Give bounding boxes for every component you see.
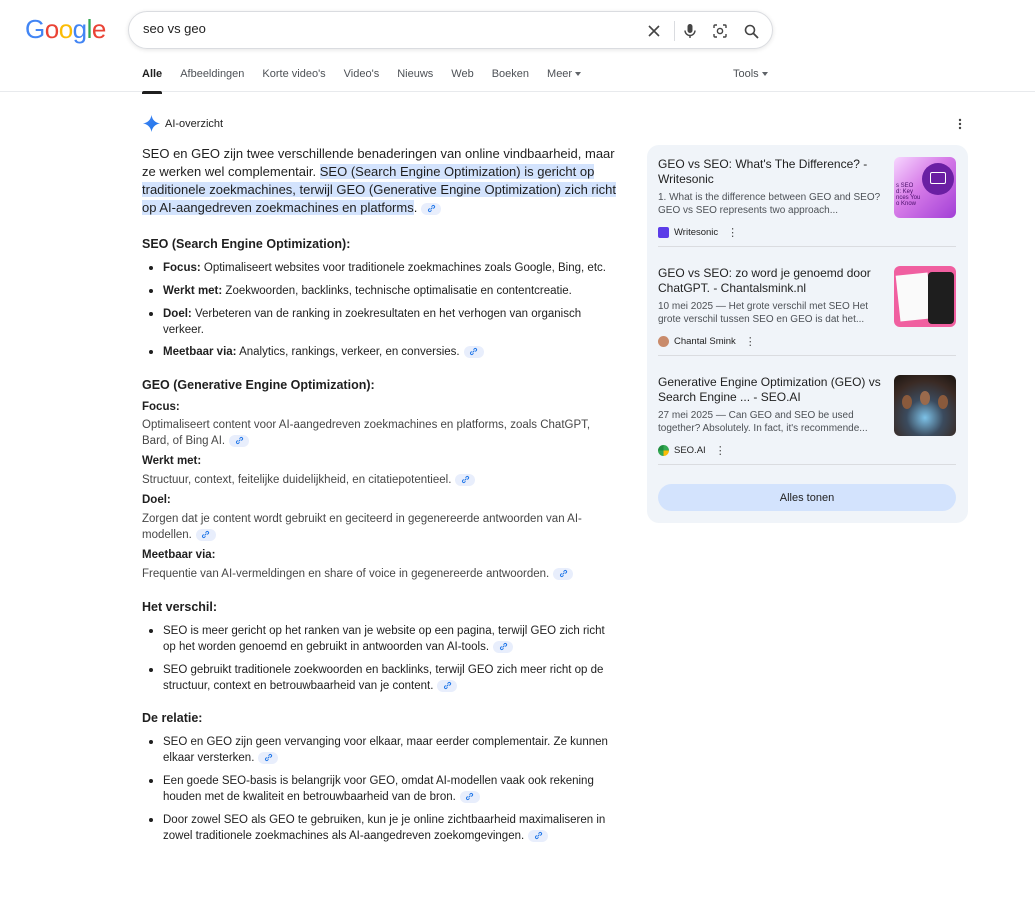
site-name: SEO.AI (674, 445, 706, 456)
intro-end: . (413, 200, 418, 215)
list-item (142, 283, 620, 299)
link-icon[interactable] (421, 203, 441, 215)
ai-intro-paragraph (142, 145, 620, 217)
site-name: Writesonic (674, 227, 719, 238)
link-icon[interactable] (437, 680, 457, 692)
tools-label: Tools (733, 68, 759, 80)
source-thumbnail[interactable] (894, 266, 956, 327)
microphone-icon[interactable] (680, 21, 700, 41)
intro-plain: SEO en GEO zijn twee verschillende benaderingen van online vindbaarheid, maar ze werken wel complementair. (142, 146, 615, 179)
ai-overview-header (143, 115, 223, 132)
list-item (142, 260, 620, 276)
thumbnail-graphic (896, 272, 933, 321)
item-label: Focus: (163, 262, 201, 274)
item-label: Doel: (163, 308, 192, 320)
source-snippet: 1. What is the difference between GEO and SEO? GEO vs SEO represents two approach... (658, 192, 881, 216)
seo-heading: SEO (Search Engine Optimization): (142, 237, 351, 251)
search-divider (674, 21, 675, 41)
sources-panel (647, 145, 968, 523)
thumbnail-graphic (902, 395, 912, 409)
intro-highlight: SEO (Search Engine Optimization) is gericht op traditionele zoekmachines, terwijl GEO (Generative Engine Optimization) zich richt op AI-aangedreven zoekmachines en platforms (142, 164, 616, 215)
gemini-sparkle-icon (143, 115, 160, 132)
link-icon[interactable] (493, 641, 513, 653)
tab-korte-videos[interactable]: Korte video's (262, 68, 326, 80)
relation-heading: De relatie: (142, 711, 203, 725)
site-name: Chantal Smink (674, 336, 736, 347)
item-label: Meetbaar via: (163, 346, 237, 358)
geo-werkt-label: Werkt met: (142, 455, 202, 467)
tab-alle[interactable]: Alle (142, 68, 162, 94)
link-icon[interactable] (258, 752, 278, 764)
geo-section (142, 401, 620, 582)
diff-list (142, 623, 620, 694)
source-thumbnail[interactable] (894, 375, 956, 436)
lens-camera-icon[interactable] (710, 21, 730, 41)
source-title[interactable]: GEO vs SEO: What's The Difference? - Writesonic (658, 157, 868, 186)
item-label: Werkt met: (163, 285, 223, 297)
seoai-favicon-icon (658, 445, 669, 456)
geo-doel-body: Zorgen dat je content wordt gebruikt en geciteerd in gegenereerde antwoorden van AI-modellen. (142, 513, 582, 541)
geo-focus-label: Focus: (142, 401, 180, 413)
list-item (142, 734, 620, 766)
more-options-icon[interactable]: ⋮ (727, 227, 738, 239)
source-snippet: 10 mei 2025 — Het grote verschil met SEO Het grote verschil tussen SEO en GEO is dat het... (658, 301, 869, 325)
ai-overview-label: AI-overzicht (165, 117, 224, 130)
geo-meetbaar-text (142, 566, 620, 582)
tab-web[interactable]: Web (451, 68, 474, 80)
source-title[interactable]: Generative Engine Optimization (GEO) vs Search Engine ... - SEO.AI (658, 375, 881, 404)
source-site (658, 335, 755, 348)
search-tabs (142, 68, 599, 94)
clear-icon[interactable] (644, 21, 664, 41)
header (0, 0, 1035, 92)
item-text: Een goede SEO-basis is belangrijk voor GEO, omdat AI-modellen vaak ook rekening houden met de kwaliteit en betrouwbaarheid van de bron. (163, 775, 594, 803)
list-item (142, 773, 620, 805)
search-input[interactable] (143, 21, 623, 36)
link-icon[interactable] (196, 529, 216, 541)
item-text: SEO gebruikt traditionele zoekwoorden en backlinks, terwijl GEO zich meer richt op de structuur, context en betrouwbaarheid van je content. (163, 664, 604, 692)
source-card[interactable] (658, 363, 956, 465)
link-icon[interactable] (455, 474, 475, 486)
geo-werkt-body: Structuur, context, feitelijke duidelijkheid, en citatiepotentieel. (142, 474, 452, 486)
item-text: Analytics, rankings, verkeer, en conversies. (236, 346, 460, 358)
list-item (142, 623, 620, 655)
seo-list (142, 260, 620, 360)
item-text: Verbeteren van de ranking in zoekresultaten en het verhogen van organisch verkeer. (163, 308, 582, 336)
geo-doel-label: Doel: (142, 494, 171, 506)
link-icon[interactable] (528, 830, 548, 842)
more-options-icon[interactable]: ⋮ (714, 445, 725, 457)
chevron-down-icon (575, 72, 581, 76)
link-icon[interactable] (460, 791, 480, 803)
tab-afbeeldingen[interactable]: Afbeeldingen (180, 68, 245, 80)
source-card[interactable] (658, 145, 956, 247)
search-icon[interactable] (741, 21, 761, 41)
geo-meetbaar-label: Meetbaar via: (142, 549, 216, 561)
avatar (658, 336, 669, 347)
source-site (658, 226, 737, 239)
thumbnail-graphic (938, 395, 948, 409)
geo-focus-body: Optimaliseert content voor AI-aangedreven zoekmachines en platforms, zoals ChatGPT, Bard, of Bing AI. (142, 419, 591, 447)
thumbnail-graphic (928, 272, 954, 324)
geo-focus-text (142, 417, 620, 449)
source-site (658, 444, 725, 457)
geo-werkt-text (142, 472, 620, 488)
source-snippet: 27 mei 2025 — Can GEO and SEO be used together? Absolutely. In fact, it's recommende... (658, 410, 868, 434)
relation-list (142, 734, 620, 844)
list-item (142, 662, 620, 694)
geo-heading: GEO (Generative Engine Optimization): (142, 378, 375, 392)
search-box (128, 11, 773, 49)
thumbnail-text: s SEO d: Key nces You o Know (896, 183, 921, 207)
source-card[interactable] (658, 254, 956, 356)
tab-videos[interactable]: Video's (343, 68, 380, 80)
ai-overview-content (142, 145, 620, 844)
list-item (142, 344, 620, 360)
tab-meer-label: Meer (547, 68, 573, 80)
link-icon[interactable] (464, 346, 484, 358)
list-item (142, 812, 620, 844)
tools-button[interactable] (733, 68, 768, 80)
geo-doel-text (142, 511, 620, 543)
item-text: SEO is meer gericht op het ranken van je website op een pagina, terwijl GEO zich richt op het worden genoemd en gebruikt in antwoorden van AI-tools. (163, 625, 605, 653)
item-text: SEO en GEO zijn geen vervanging voor elkaar, maar eerder complementair. Ze kunnen elkaar versterken. (163, 736, 608, 764)
source-thumbnail[interactable] (894, 157, 956, 218)
tab-nieuws[interactable]: Nieuws (397, 68, 434, 80)
diff-heading: Het verschil: (142, 600, 218, 614)
link-icon[interactable] (553, 568, 573, 580)
writesonic-favicon-icon (658, 227, 669, 238)
source-title[interactable]: GEO vs SEO: zo word je genoemd door ChatGPT. - Chantalsmink.nl (658, 266, 871, 295)
tab-boeken[interactable]: Boeken (491, 68, 530, 80)
thumbnail-graphic (930, 172, 946, 184)
list-item (142, 306, 620, 338)
item-text: Optimaliseert websites voor traditionele zoekmachines zoals Google, Bing, etc. (200, 262, 606, 274)
show-all-button[interactable]: Alles tonen (658, 484, 956, 511)
link-icon[interactable] (229, 435, 249, 447)
item-text: Door zowel SEO als GEO te gebruiken, kun je je online zichtbaarheid maximaliseren in zowel traditionele zoekmachines als AI-aangedreven zoekomgevingen. (163, 814, 606, 842)
thumbnail-graphic (920, 391, 930, 405)
more-options-icon[interactable] (955, 117, 965, 136)
chevron-down-icon (762, 72, 768, 76)
google-logo[interactable]: Google (25, 14, 106, 44)
tab-meer[interactable] (547, 68, 581, 94)
item-text: Zoekwoorden, backlinks, technische optimalisatie en contentcreatie. (222, 285, 572, 297)
more-options-icon[interactable]: ⋮ (744, 336, 755, 348)
geo-meetbaar-body: Frequentie van AI-vermeldingen en share of voice in gegenereerde antwoorden. (142, 568, 550, 580)
